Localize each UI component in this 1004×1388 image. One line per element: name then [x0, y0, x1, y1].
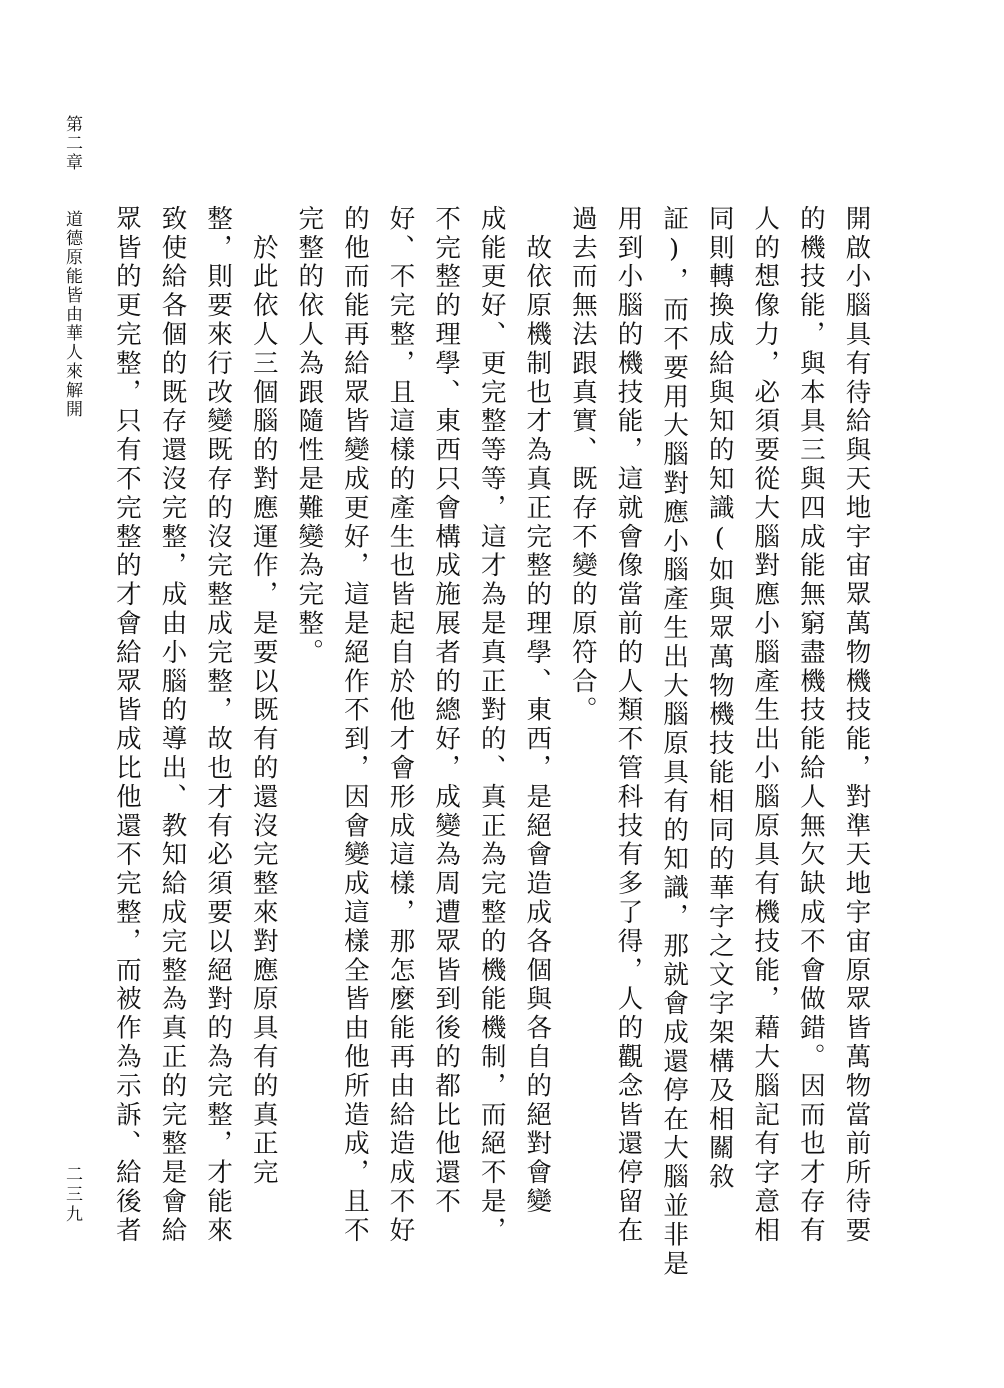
text-column: 的機技能，與本具三與四成能無窮盡機技能給人無欠缺成不會做錯。因而也才存有: [795, 205, 826, 1246]
text-column: 人的想像力，必須要從大腦對應小腦產生出小腦原具有機技能，藉大腦記有字意相: [750, 205, 781, 1246]
text-column: 開啟小腦具有待給與天地宇宙眾萬物機技能，對準天地宇宙原眾皆萬物當前所待要: [841, 205, 872, 1246]
text-column: 好、不完整，且這樣的產生也皆起自於他才會形成這樣，那怎麼能再由給造成不好: [385, 205, 416, 1246]
text-column: 不完整的理學、東西只會構成施展者的總好，成變為周遭眾皆到後的都比他還不: [431, 205, 462, 1217]
text-column: 眾皆的更完整，只有不完整的才會給眾皆成比他還不完整，而被作為示訴、給後者: [111, 205, 142, 1246]
head-spacer: [62, 172, 82, 210]
chapter-label: 第二章: [62, 115, 82, 172]
text-column: 証)，而不要用大腦對應小腦產生出大腦原具有的知識，那就會成還停在大腦並非是: [659, 205, 690, 1279]
text-column: 成能更好、更完整等等，這才為是真正對的、真正為完整的機能機制，而絕不是，: [476, 205, 507, 1246]
text-column: 完整的依人為跟隨性是難變為完整。: [294, 205, 325, 668]
text-column: 同則轉換成給與知的知識(如與眾萬物機技能相同的華字之文字架構及相關敘: [704, 205, 735, 1193]
running-head: [60, 115, 85, 419]
text-column: 的他而能再給眾皆變成更好，這是絕作不到，因會變成這樣全皆由他所造成，且不: [339, 205, 370, 1246]
text-column: 於此依人三個腦的對應運作，是要以既有的還沒完整來對應原具有的真正完: [248, 205, 279, 1188]
page-number: 二三九: [62, 1165, 82, 1225]
text-column: 過去而無法跟真實、既存不變的原符合。: [567, 205, 598, 726]
chapter-title: 道德原能皆由華人來解開: [62, 210, 82, 419]
text-column: 故依原機制也才為真正完整的理學、東西，是絕會造成各個與各自的絕對會變: [522, 205, 553, 1217]
text-column: 致使給各個的既存還沒完整，成由小腦的導出、教知給成完整為真正的完整是會給: [157, 205, 188, 1246]
text-column: 用到小腦的機技能，這就會像當前的人類不管科技有多了得，人的觀念皆還停留在: [613, 205, 644, 1246]
text-column: 整，則要來行改變既存的沒完整成完整，故也才有必須要以絕對的為完整，才能來: [203, 205, 234, 1246]
